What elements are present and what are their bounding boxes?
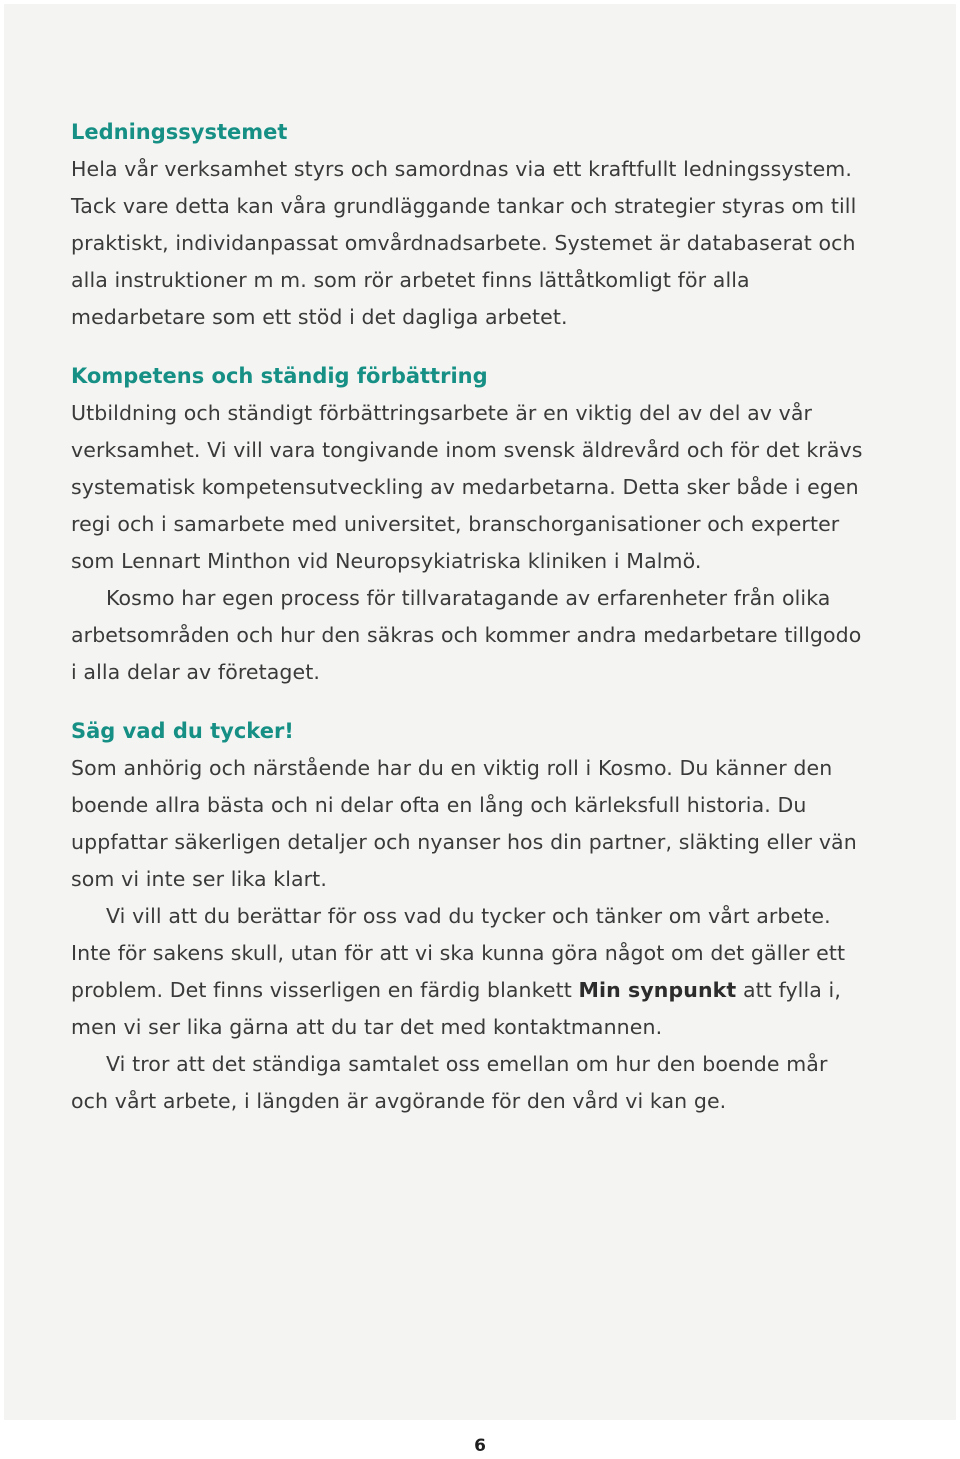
form-name: Min synpunkt <box>578 978 737 1002</box>
section-heading: Ledningssystemet <box>71 120 288 144</box>
section-heading: Säg vad du tycker! <box>71 719 294 743</box>
section-sag-vad-du-tycker <box>71 713 871 1120</box>
section-paragraph: Hela vår verksamhet styrs och samordnas via ett kraftfullt ledningssystem. Tack vare detta kan våra grundläggande tankar och strategier styras om till praktiskt, individanpassat omvårdnadsarbete. Systemet är databaserat och alla instruktioner m m. som rör arbetet finns lättåtkomligt för alla medarbetare som ett stöd i det dagliga arbetet. <box>71 157 857 329</box>
section-paragraph: Kosmo har egen process för tillvaratagande av erfarenheter från olika arbetsområden och hur den säkras och kommer andra medarbetare tillgodo i alla delar av företaget. <box>71 586 862 684</box>
section-kompetens <box>71 358 871 691</box>
section-paragraph <box>71 898 871 1046</box>
section-paragraph: Utbildning och ständigt förbättringsarbete är en viktig del av del av vår verksamhet. Vi vill vara tongivande inom svensk äldrevård och för det krävs systematisk kompetensutveckling av medarbetarna. Detta sker både i egen regi och i samarbete med universitet, branschorganisationer och experter som Lennart Minthon vid Neuropsykiatriska kliniken i Malmö. <box>71 401 863 573</box>
paragraph-text: att fylla i, men vi ser lika gärna att du tar det med kontaktmannen. <box>71 978 841 1039</box>
document-body <box>71 114 871 1120</box>
section-heading: Kompetens och ständig förbättring <box>71 364 488 388</box>
section-paragraph: Vi tror att det ständiga samtalet oss emellan om hur den boende mår och vårt arbete, i längden är avgörande för den vård vi kan ge. <box>71 1052 828 1113</box>
section-paragraph: Som anhörig och närstående har du en viktig roll i Kosmo. Du känner den boende allra bästa och ni delar ofta en lång och kärleksfull historia. Du uppfattar säkerligen detaljer och nyanser hos din partner, släkting eller vän som vi inte ser lika klart. <box>71 756 857 891</box>
section-ledningssystemet <box>71 114 871 336</box>
page-number: 6 <box>474 1436 486 1456</box>
paragraph-text: Vi vill att du berättar för oss vad du tycker och tänker om vårt arbete. Inte för sakens skull, utan för att vi ska kunna göra något om det gäller ett problem. Det finns visserligen en färdig blankett <box>71 904 846 1002</box>
